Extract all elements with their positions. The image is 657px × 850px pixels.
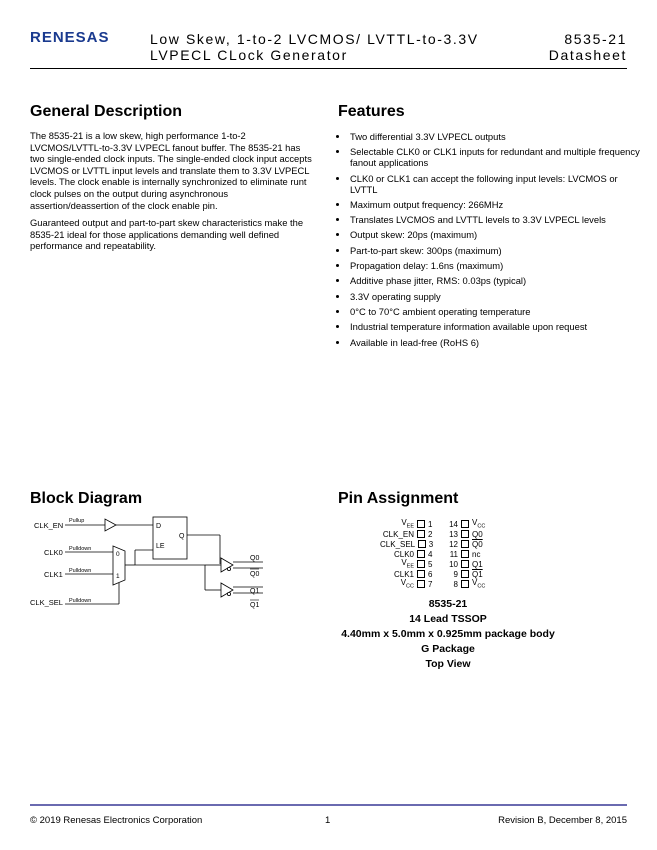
clk0-label: CLK0	[44, 548, 63, 557]
pin-number: 2	[428, 529, 433, 539]
package-line: Top View	[425, 658, 471, 670]
block-diagram-heading: Block Diagram	[30, 490, 143, 507]
pin-number: 10	[449, 559, 458, 569]
pin-box	[418, 540, 426, 548]
pin-name	[401, 518, 414, 530]
feature-item: • Two differential 3.3V LVPECL outputs	[349, 131, 641, 142]
pin-name-text: V	[472, 578, 478, 588]
mux-input-1-label: 1	[116, 573, 120, 580]
feature-item: • Industrial temperature information available upon request	[349, 321, 641, 332]
pin-row	[448, 579, 498, 589]
pin-name-text: Q1	[472, 569, 483, 579]
pin-number: 5	[428, 559, 433, 569]
q1-output-label: Q1	[250, 588, 260, 595]
document-title	[150, 31, 479, 63]
pin-name-text: Q1	[472, 559, 483, 569]
pin-name-text: V	[401, 518, 407, 528]
pin-box	[461, 560, 469, 568]
pin-box	[417, 550, 425, 558]
pin-name-text: CLK_EN	[382, 529, 414, 539]
pin-name	[394, 570, 414, 579]
nq0-output-label: Q0	[250, 571, 260, 578]
pin-number: 13	[449, 529, 458, 539]
pin-number: 4	[428, 549, 433, 559]
pin-assignment-heading: Pin Assignment	[338, 490, 459, 507]
revision-date: Revision B, December 8, 2015	[498, 815, 627, 826]
pin-number: 1	[428, 519, 433, 529]
mux-input-0-label: 0	[116, 551, 120, 558]
pin-name	[472, 578, 485, 590]
flipflop-le-label: LE	[156, 543, 165, 550]
title-line-1: Low Skew, 1-to-2 LVCMOS/ LVTTL-to-3.3V	[150, 31, 479, 47]
feature-item: • CLK0 or CLK1 can accept the following input levels: LVCMOS or LVTTL	[349, 173, 641, 195]
pin-box	[461, 570, 469, 578]
pin-box	[417, 570, 425, 578]
package-line: 14 Lead TSSOP	[409, 613, 487, 625]
title-line-2: LVPECL CLock Generator	[150, 47, 348, 63]
pin-name-subscript: CC	[477, 583, 486, 590]
pin-row	[380, 539, 438, 549]
page-number: 1	[325, 815, 331, 826]
flipflop-d-label: D	[156, 523, 162, 530]
pin-row	[448, 529, 498, 539]
pin-name	[383, 530, 414, 539]
feature-item: • Part-to-part skew: 300ps (maximum)	[349, 245, 641, 256]
pin-number: 6	[428, 569, 433, 579]
general-paragraph-1: The 8535-21 is a low skew, high performance 1-to-2 LVCMOS/LVTTL-to-3.3V LVPECL fanout buffer. The 8535-21 has two single-ended clock inputs. The single-ended clock input accepts LVCMOS or LVTTL input levels and translate them to 3.3V LVPECL levels. The clock enable is internally synchronized to eliminate runt clock pulses on the output during asynchronous assertion/deassertion of the clock enable pin.	[30, 130, 312, 211]
features-heading: Features	[338, 103, 405, 120]
pin-name	[380, 540, 415, 549]
clk0-pulldown-label: Pulldown	[69, 546, 92, 552]
clk-sel-label: CLK_SEL	[30, 598, 63, 607]
clk1-pulldown-label: Pulldown	[69, 568, 92, 574]
pin-name	[394, 550, 414, 559]
part-number: 8535-21	[564, 31, 627, 47]
pin-name	[472, 550, 480, 559]
feature-item: • Available in lead-free (RoHS 6)	[349, 337, 641, 348]
pin-box	[417, 580, 425, 588]
header-rule	[30, 68, 627, 69]
pin-name	[472, 540, 483, 549]
document-type: Datasheet	[548, 47, 627, 63]
pin-name-text: CLK_SEL	[380, 539, 416, 549]
pin-name-text: Q0	[472, 539, 483, 549]
pin-name	[472, 518, 485, 530]
feature-item: • Additive phase jitter, RMS: 0.03ps (typical)	[349, 275, 641, 286]
pin-row	[448, 519, 498, 529]
pin-number: 14	[449, 519, 458, 529]
pin-name-subscript: CC	[477, 523, 486, 530]
feature-item: • 3.3V operating supply	[349, 291, 641, 302]
pin-name-text: V	[472, 518, 478, 528]
pin-name-subscript: EE	[406, 563, 414, 570]
clk-sel-pulldown-label: Pulldown	[69, 598, 92, 604]
pin-box	[461, 530, 469, 538]
pin-number: 9	[453, 569, 458, 579]
pin-name-subscript: CC	[406, 583, 414, 590]
block-diagram	[25, 510, 285, 615]
pin-name-text: nc	[472, 549, 481, 559]
pin-box	[461, 520, 469, 528]
nq1-output-label: Q1	[250, 602, 260, 609]
feature-item: • Translates LVCMOS and LVTTL levels to 3.3V LVPECL levels	[349, 214, 641, 225]
feature-item: • 0°C to 70°C ambient operating temperature	[349, 306, 641, 317]
pin-name	[472, 560, 483, 569]
pin-name	[472, 570, 483, 579]
pin-row	[448, 549, 498, 559]
pin-row	[380, 519, 438, 529]
q0-output-label: Q0	[250, 555, 260, 562]
pin-row	[448, 559, 498, 569]
general-paragraph-2: Guaranteed output and part-to-part skew characteristics make the 8535-21 ideal for those applications demanding well defined performance and repeatability.	[30, 217, 304, 252]
pin-row	[448, 539, 498, 549]
clk1-label: CLK1	[44, 570, 63, 579]
pin-name-text: CLK1	[393, 569, 414, 579]
pin-row	[380, 559, 438, 569]
pin-row	[380, 529, 438, 539]
pin-name-text: Q0	[472, 529, 483, 539]
pin-number: 11	[449, 549, 458, 559]
pin-name	[401, 558, 414, 570]
pin-left-column	[380, 519, 438, 589]
feature-item: • Selectable CLK0 or CLK1 inputs for redundant and multiple frequency fanout applications	[349, 146, 641, 168]
pin-box	[461, 580, 469, 588]
feature-item: • Propagation delay: 1.6ns (maximum)	[349, 260, 641, 271]
pin-number: 12	[449, 539, 458, 549]
general-description	[30, 130, 315, 258]
pin-number: 3	[428, 539, 434, 549]
footer-rule	[30, 804, 627, 806]
copyright: © 2019 Renesas Electronics Corporation	[30, 815, 203, 826]
pin-name-text: V	[401, 558, 407, 568]
pin-name-subscript: EE	[406, 523, 414, 530]
package-line: G Package	[421, 643, 475, 655]
document-number	[549, 31, 627, 63]
package-line: 8535-21	[428, 598, 468, 610]
pin-name-text: CLK0	[393, 549, 414, 559]
pin-box	[417, 560, 425, 568]
pin-box	[417, 520, 425, 528]
renesas-logo: RENESAS	[30, 29, 110, 46]
pin-number: 8	[453, 579, 458, 589]
clk-en-label: CLK_EN	[34, 521, 64, 530]
pin-name-text: V	[400, 578, 407, 588]
pin-number: 7	[428, 579, 433, 589]
features-list	[338, 131, 641, 352]
pin-box	[417, 530, 425, 538]
pin-name	[472, 530, 483, 539]
feature-item: • Output skew: 20ps (maximum)	[349, 229, 641, 240]
general-description-heading: General Description	[30, 103, 183, 120]
pin-row	[380, 579, 438, 589]
pin-box	[461, 540, 469, 548]
pin-name	[401, 578, 414, 590]
pin-right-column	[448, 519, 498, 589]
pullup-label: Pullup	[69, 518, 85, 524]
flipflop-q-label: Q	[179, 533, 185, 540]
feature-item: • Maximum output frequency: 266MHz	[349, 199, 641, 210]
package-description	[318, 597, 578, 672]
pin-box	[461, 550, 469, 558]
package-line: 4.40mm x 5.0mm x 0.925mm package body	[341, 628, 555, 640]
